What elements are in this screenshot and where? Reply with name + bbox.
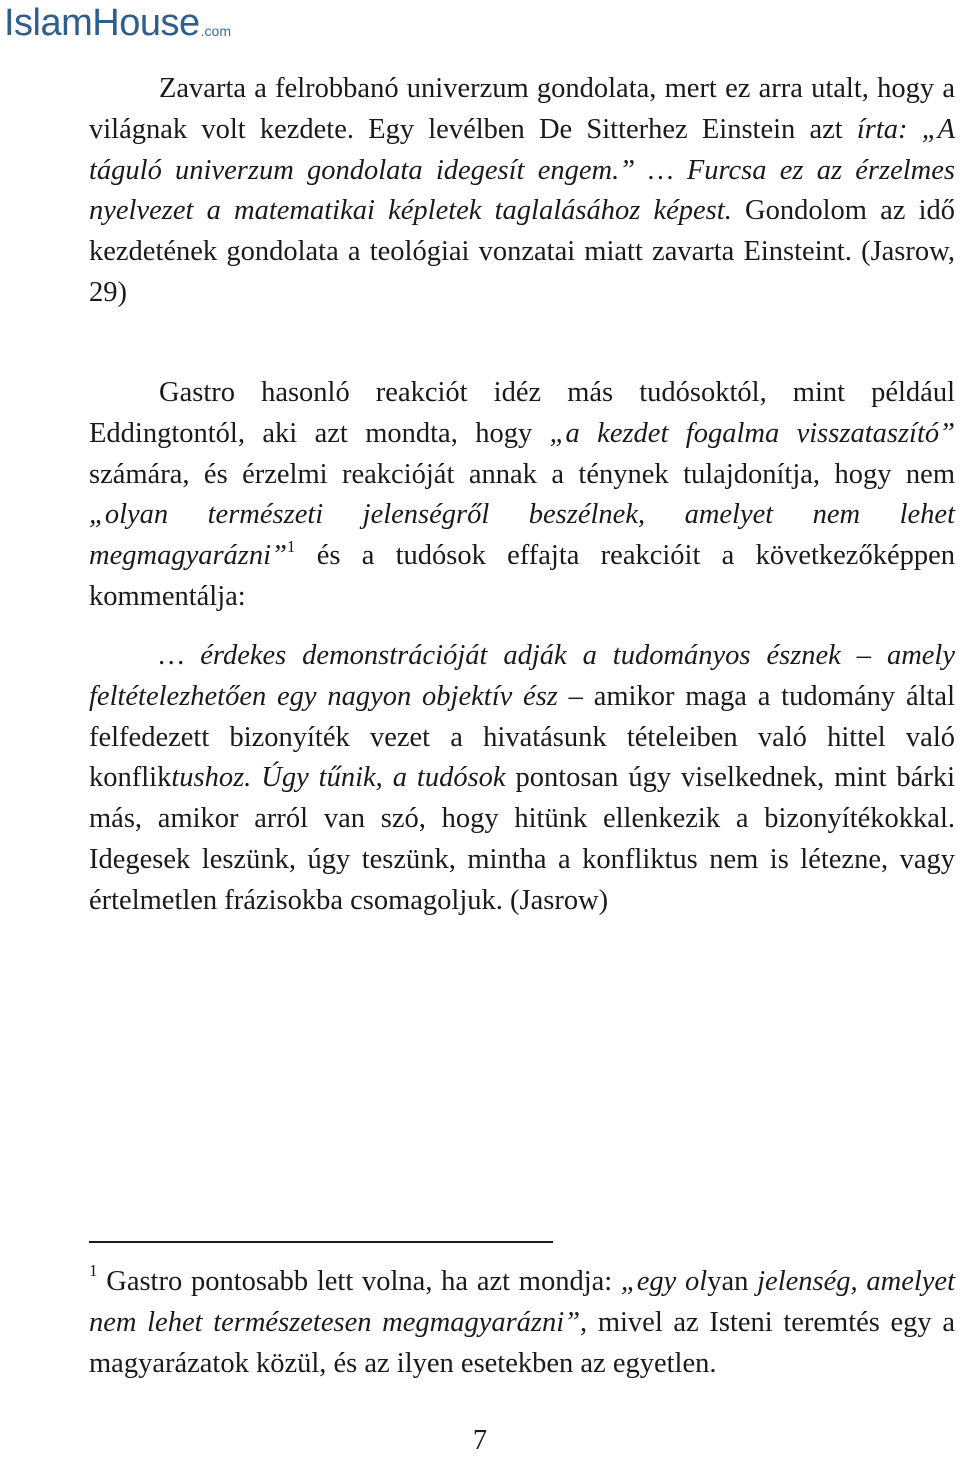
- paragraph-body: [89, 373, 955, 618]
- text-run: számára, és érzelmi reakcióját annak a ténynek tulajdonítja, hogy nem: [89, 458, 955, 490]
- text-run: , mivel az Isteni teremtés egy a magyarázatok közül, és az ilyen esetekben az egyetlen.: [89, 1306, 955, 1379]
- text-run-italic: írta: „A táguló univerzum gondolata idegesít engem.” … Furcsa ez az érzelmes nyelvezet a matematikai képletek taglalásához képest.: [89, 113, 955, 227]
- text-run: Zavarta a felrobbanó univerzum gondolata, mert ez arra utalt, hogy a világnak volt kezdete. Egy levélben De Sitterhez Einstein azt: [89, 73, 955, 145]
- text-run: Gastro hasonló reakciót idéz más tudósoktól, mint például Eddingtontól, aki azt mondta, hogy: [89, 377, 955, 449]
- paragraph-quote-jasrow: [89, 636, 955, 922]
- paragraph-einstein: [89, 69, 955, 314]
- text-run-italic: „egy ol: [620, 1266, 708, 1297]
- text-run: Gondolom az idő kezdetének gondolata a teológiai vonzatai miatt zavarta Einsteint. (Jasrow, 29): [89, 195, 956, 308]
- footnote-separator: [89, 1241, 553, 1243]
- text-run-italic: jelenség, amelyet nem lehet természetesen megmagyarázni”: [89, 1266, 955, 1338]
- footnote-marker: 1: [89, 1261, 98, 1280]
- text-run-italic: „olyan természeti jelenségről beszélnek, amelyet nem lehet megmagyarázni”: [89, 499, 955, 572]
- footnote: [89, 1262, 955, 1384]
- text-run: pontosan úgy viselkednek, mint bárki más, amikor arról van szó, hogy hitünk ellenkezik a bizonyítékokkal. Idegesek leszünk, úgy teszünk, mintha a konfliktus nem is létezne, vagy értelmetlen frázisokba csomagoljuk. (Jasrow): [89, 762, 955, 916]
- text-run-italic: tushoz. Úgy tűnik, a tudósok: [171, 762, 506, 794]
- text-run: és a tudósok effajta reakcióit a következőképpen kommentálja:: [89, 540, 955, 612]
- logo-suffix: .com: [200, 23, 231, 39]
- text-run: – amikor maga a tudomány által felfedezett bizonyíték vezet a hivatásunk tételeiben való hittel való konflik: [89, 680, 955, 794]
- islamhouse-logo: [4, 2, 231, 42]
- text-run: Gastro pontosabb lett volna, ha azt mondja:: [97, 1266, 621, 1297]
- page-number: 7: [472, 1425, 488, 1456]
- footnote-body: [89, 1262, 955, 1384]
- logo-wordmark: IslamHouse: [4, 2, 200, 44]
- paragraph-eddington: [89, 373, 955, 618]
- footnote-reference[interactable]: 1: [286, 537, 296, 557]
- paragraph-body: [89, 69, 955, 314]
- text-run-italic: „a kezdet fogalma visszataszító”: [549, 417, 955, 449]
- text-run: yan: [707, 1266, 758, 1297]
- paragraph-body: [89, 636, 955, 922]
- text-run-italic: … érdekes demonstrációját adják a tudományos észnek – amely feltételezhetően egy nagyon objektív ész: [89, 640, 955, 712]
